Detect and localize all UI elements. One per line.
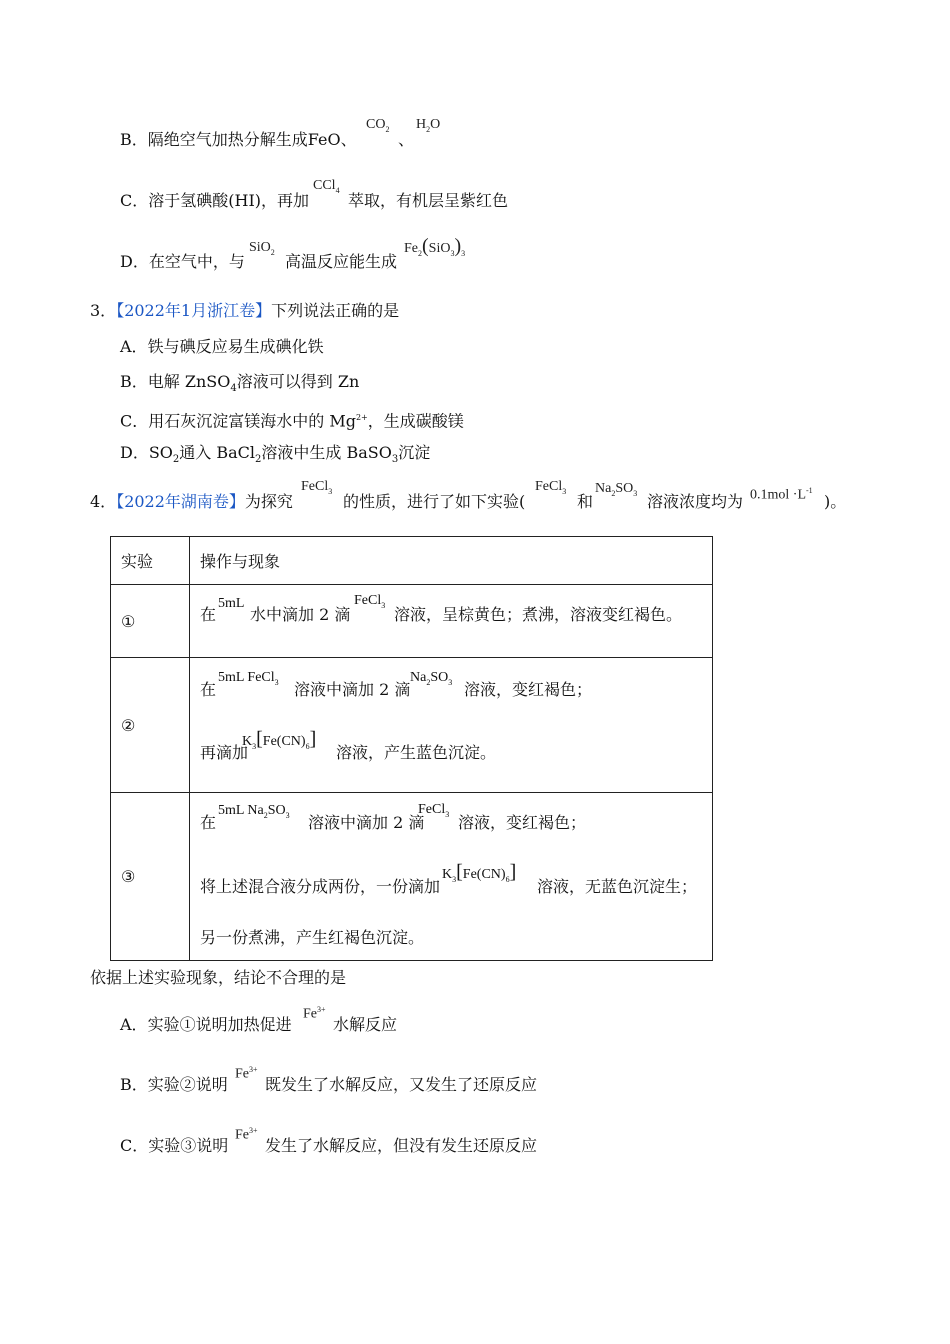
formula-k3fecn6: $K_3[Fe(CN)_6]$ xyxy=(442,861,517,884)
q4-option-c: C．实验③说明 xyxy=(120,1136,229,1155)
separator: 、 xyxy=(398,130,415,149)
q3-option-c: C．用石灰沉淀富镁海水中的 $Mg^{2+}$，生成碳酸镁 xyxy=(120,411,464,431)
q2-option-c: C．溶于氢碘酸(HI)，再加 xyxy=(120,191,310,210)
question-number: 3． xyxy=(90,301,117,320)
formula-fecl3: FeCl$_3$ xyxy=(418,802,450,819)
row-content: 在 5mL $Na_2SO_3$ 溶液中滴加 2 滴 FeCl$_3$ 溶液，变红褐色； 将上述混合液分成两份，一份滴加 $K_3[Fe(CN)_6]$ 溶液，无蓝色沉淀生； 另一份煮沸，产生红褐色沉淀。 xyxy=(190,793,713,961)
q3-stem xyxy=(90,301,399,321)
table-row xyxy=(111,658,713,793)
question-number: 4． xyxy=(90,492,117,511)
experiment-table xyxy=(110,536,713,961)
formula-fe2sio33: $Fe_2(SiO_3)_3$ xyxy=(404,235,466,258)
q4-stem-e: )。 xyxy=(824,492,847,511)
formula-fecl3: FeCl$_3$ xyxy=(535,479,567,496)
formula-sio2: SiO$_2$ xyxy=(249,240,275,257)
question-source: 【2022年湖南卷】 xyxy=(116,492,245,511)
header-experiment: 实验 xyxy=(111,537,190,585)
q4-stem-c: 和 xyxy=(577,492,594,511)
formula-na2so3: $Na_2SO_3$ xyxy=(410,670,453,687)
q4-stem-d: 溶液浓度均为 xyxy=(647,492,744,511)
q3-option-a: A．铁与碘反应易生成碘化铁 xyxy=(120,337,324,356)
formula-fe3: $Fe^{3+}$ xyxy=(235,1126,258,1143)
question-stem: 下列说法正确的是 xyxy=(271,301,400,320)
formula-fe3: $Fe^{3+}$ xyxy=(235,1065,258,1082)
formula-k3fecn6: $K_3[Fe(CN)_6]$ xyxy=(242,728,317,751)
row-id: ① xyxy=(111,585,190,658)
formula-h2o: $H_2O$ xyxy=(416,117,441,134)
option-text: 隔绝空气加热分解生成FeO、 xyxy=(147,130,357,149)
question-source: 【2022年1月浙江卷】 xyxy=(116,301,272,320)
row-id: ③ xyxy=(111,793,190,961)
q4-option-b: B．实验②说明 xyxy=(120,1075,228,1094)
q2-option-c-tail: 萃取，有机层呈紫红色 xyxy=(348,191,509,210)
row-content: 在 5mL FeCl$_3$ 溶液中滴加 2 滴 $Na_2SO_3$ 溶液，变红褐色； 再滴加 $K_3[Fe(CN)_6]$ 溶液，产生蓝色沉淀。 xyxy=(190,658,713,793)
formula-ccl4: CCl$_4$ xyxy=(313,178,340,195)
formula-na2so3: $Na_2SO_3$ xyxy=(595,481,638,498)
option-label: B． xyxy=(120,130,148,149)
row-content: 在 5mL 水中滴加 2 滴 FeCl$_3$ 溶液，呈棕黄色；煮沸，溶液变红褐色。 xyxy=(190,585,713,658)
table-row xyxy=(111,585,713,658)
formula-fecl3: FeCl$_3$ xyxy=(354,593,386,610)
table-row xyxy=(111,793,713,961)
q2-option-d: D．在空气中，与 xyxy=(120,252,245,271)
q2-option-d-mid: 高温反应能生成 xyxy=(285,252,398,271)
q4-stem: 4．【2022年湖南卷】为探究 xyxy=(90,492,293,511)
formula-co2: $CO_2$ xyxy=(366,117,390,134)
row-id: ② xyxy=(111,658,190,793)
table-header-row xyxy=(111,537,713,585)
formula-fe3: $Fe^{3+}$ xyxy=(303,1005,326,1022)
q4-conclusion-stem: 依据上述实验现象，结论不合理的是 xyxy=(90,968,347,987)
q2-option-b xyxy=(120,130,357,150)
q4-option-a: A．实验①说明加热促进 xyxy=(120,1015,292,1034)
option-text: 发生了水解反应，但没有发生还原反应 xyxy=(265,1136,538,1155)
q3-option-d: D．$SO_2$通入 BaCl$_2$溶液中生成 BaSO$_3$沉淀 xyxy=(120,443,431,466)
header-operation: 操作与现象 xyxy=(190,537,713,585)
concentration: $0.1mol \cdot L^{-1}$ xyxy=(750,486,813,503)
option-text: 既发生了水解反应，又发生了还原反应 xyxy=(265,1075,538,1094)
formula-fecl3: FeCl$_3$ xyxy=(301,479,333,496)
q3-option-b: B．电解 ZnSO$_4$溶液可以得到 Zn xyxy=(120,372,360,395)
option-text: 水解反应 xyxy=(333,1015,398,1034)
q4-stem-b: 的性质，进行了如下实验( xyxy=(343,492,526,511)
